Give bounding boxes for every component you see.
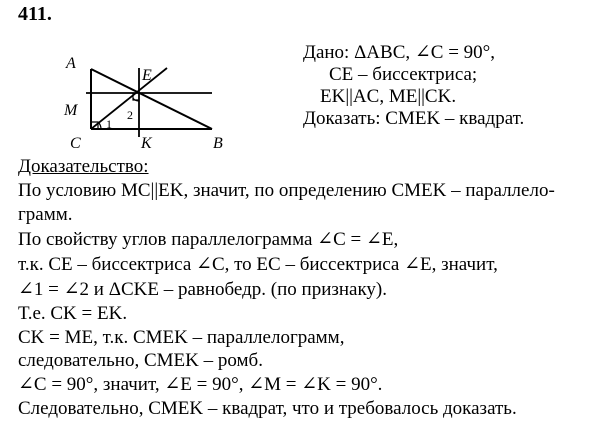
proof-line: По свойству углов параллелограмма ∠C = ∠E, [18,229,399,250]
label-e: E [142,67,152,84]
label-c: C [70,135,81,152]
proof-line: т.к. CE – биссектриса ∠C, то EC – биссектриса ∠E, значит, [18,254,498,275]
label-a: A [66,55,76,72]
given-line-1: Дано: ΔABC, ∠C = 90°, [303,42,496,63]
given-line-3: EK||AC, ME||CK. [320,86,457,107]
proof-line: ∠C = 90°, значит, ∠E = 90°, ∠M = ∠K = 90°. [18,374,383,395]
label-m: M [64,102,78,119]
problem-number: 411. [18,3,52,25]
proof-line: Т.е. CK = EK. [18,303,128,324]
prove-line: Доказать: CMEK – квадрат. [303,108,525,129]
proof-line: По условию MC||EK, значит, по определению CMEK – параллело- [18,180,555,201]
proof-line: следовательно, CMEK – ромб. [18,350,263,371]
label-angle-1: 1 [106,117,112,131]
label-b: B [213,135,223,152]
proof-line: ∠1 = ∠2 и ΔCKE – равнобедр. (по признаку). [18,279,388,300]
proof-line: грамм. [18,204,73,225]
proof-line: Следовательно, CMEK – квадрат, что и требовалось доказать. [18,398,517,419]
given-line-2: CE – биссектриса; [329,64,478,85]
label-angle-2: 2 [127,108,133,122]
proof-line: CK = ME, т.к. CMEK – параллелограмм, [18,327,345,348]
proof-title: Доказательство: [18,156,149,177]
geometry-figure [0,0,300,160]
label-k: K [141,135,152,152]
